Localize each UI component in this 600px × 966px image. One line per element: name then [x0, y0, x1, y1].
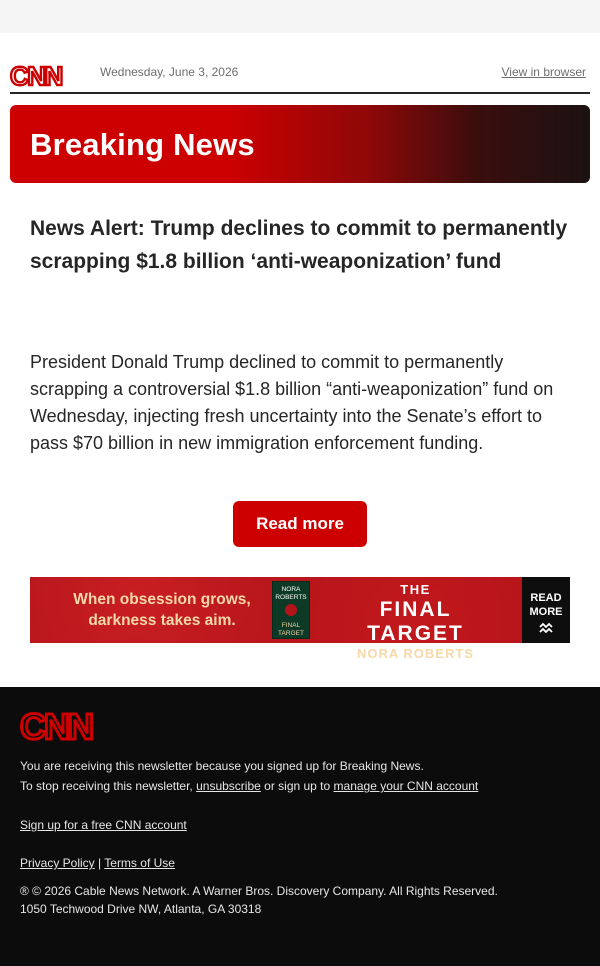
terms-of-use-link[interactable]: Terms of Use: [104, 856, 175, 870]
view-in-browser-link[interactable]: View in browser: [501, 65, 586, 79]
ad-cta-more: MORE: [529, 606, 563, 618]
footer-subscription-note: You are receiving this newsletter because you signed up for Breaking News.: [20, 759, 424, 773]
unsubscribe-link[interactable]: unsubscribe: [196, 779, 261, 793]
book-cover-title: [273, 622, 309, 638]
ad-title-the: THE: [400, 582, 431, 597]
article-body: President Donald Trump declined to commit to permanently scrapping a controversial $1.8 billion “anti-weaponization” fund on Wednesday, injecting fresh uncertainty into the Senate’s effort to pass $70 billion in new immigration enforcement funding.: [30, 352, 554, 453]
footer: [0, 687, 600, 966]
top-band: [0, 0, 600, 33]
footer-unsubscribe-prefix: To stop receiving this newsletter,: [20, 779, 197, 793]
ad-cta-read: READ: [530, 592, 562, 604]
svg-text:CNN: CNN: [20, 706, 92, 747]
ad-read-more-button[interactable]: [522, 577, 570, 643]
ad-tagline-line-2: darkness takes aim.: [88, 612, 236, 629]
banner-label: Breaking News: [30, 127, 255, 162]
book-cover-title-2: TARGET: [278, 630, 304, 637]
footer-unsubscribe-mid: or sign up to: [260, 779, 334, 793]
ad-tagline: [52, 589, 272, 631]
privacy-policy-link[interactable]: Privacy Policy: [20, 856, 95, 870]
signup-link[interactable]: Sign up for a free CNN account: [20, 818, 187, 832]
book-cover-author: [273, 586, 309, 602]
issue-date: Wednesday, June 3, 2026: [100, 65, 239, 79]
rose-icon: [285, 604, 297, 616]
ad-book-title: [328, 582, 503, 662]
ad-author: NORA ROBERTS: [357, 646, 474, 661]
cnn-logo[interactable]: [10, 61, 66, 91]
breaking-news-banner: [10, 105, 590, 183]
footer-cnn-logo[interactable]: [20, 706, 96, 747]
book-cover-author-last: ROBERTS: [275, 594, 307, 601]
footer-signup-line: [20, 818, 187, 832]
book-cover-author-first: NORA: [281, 586, 301, 593]
read-more-button[interactable]: Read more: [233, 501, 367, 547]
legal-separator: |: [94, 856, 105, 870]
footer-unsubscribe-line: [20, 779, 478, 793]
book-cover-title-1: FINAL: [281, 622, 301, 629]
masthead: [10, 60, 590, 94]
footer-legal-links: [20, 856, 175, 870]
footer-address: 1050 Techwood Drive NW, Atlanta, GA 30318: [20, 902, 262, 916]
footer-copyright: ® © 2026 Cable News Network. A Warner Bros. Discovery Company. All Rights Reserved.: [20, 884, 498, 898]
ad-cta-label: [522, 591, 570, 619]
article-headline: News Alert: Trump declines to commit to permanently scrapping $1.8 billion ‘anti-weaponization’ fund: [30, 217, 568, 273]
svg-text:CNN: CNN: [10, 61, 62, 91]
publisher-logo-icon: [539, 623, 553, 633]
book-ad-banner[interactable]: [30, 577, 570, 661]
book-cover-image: [272, 581, 310, 639]
ad-title-main: FINAL TARGET: [367, 598, 464, 645]
manage-account-link[interactable]: manage your CNN account: [333, 779, 479, 793]
ad-tagline-line-1: When obsession grows,: [73, 591, 251, 608]
